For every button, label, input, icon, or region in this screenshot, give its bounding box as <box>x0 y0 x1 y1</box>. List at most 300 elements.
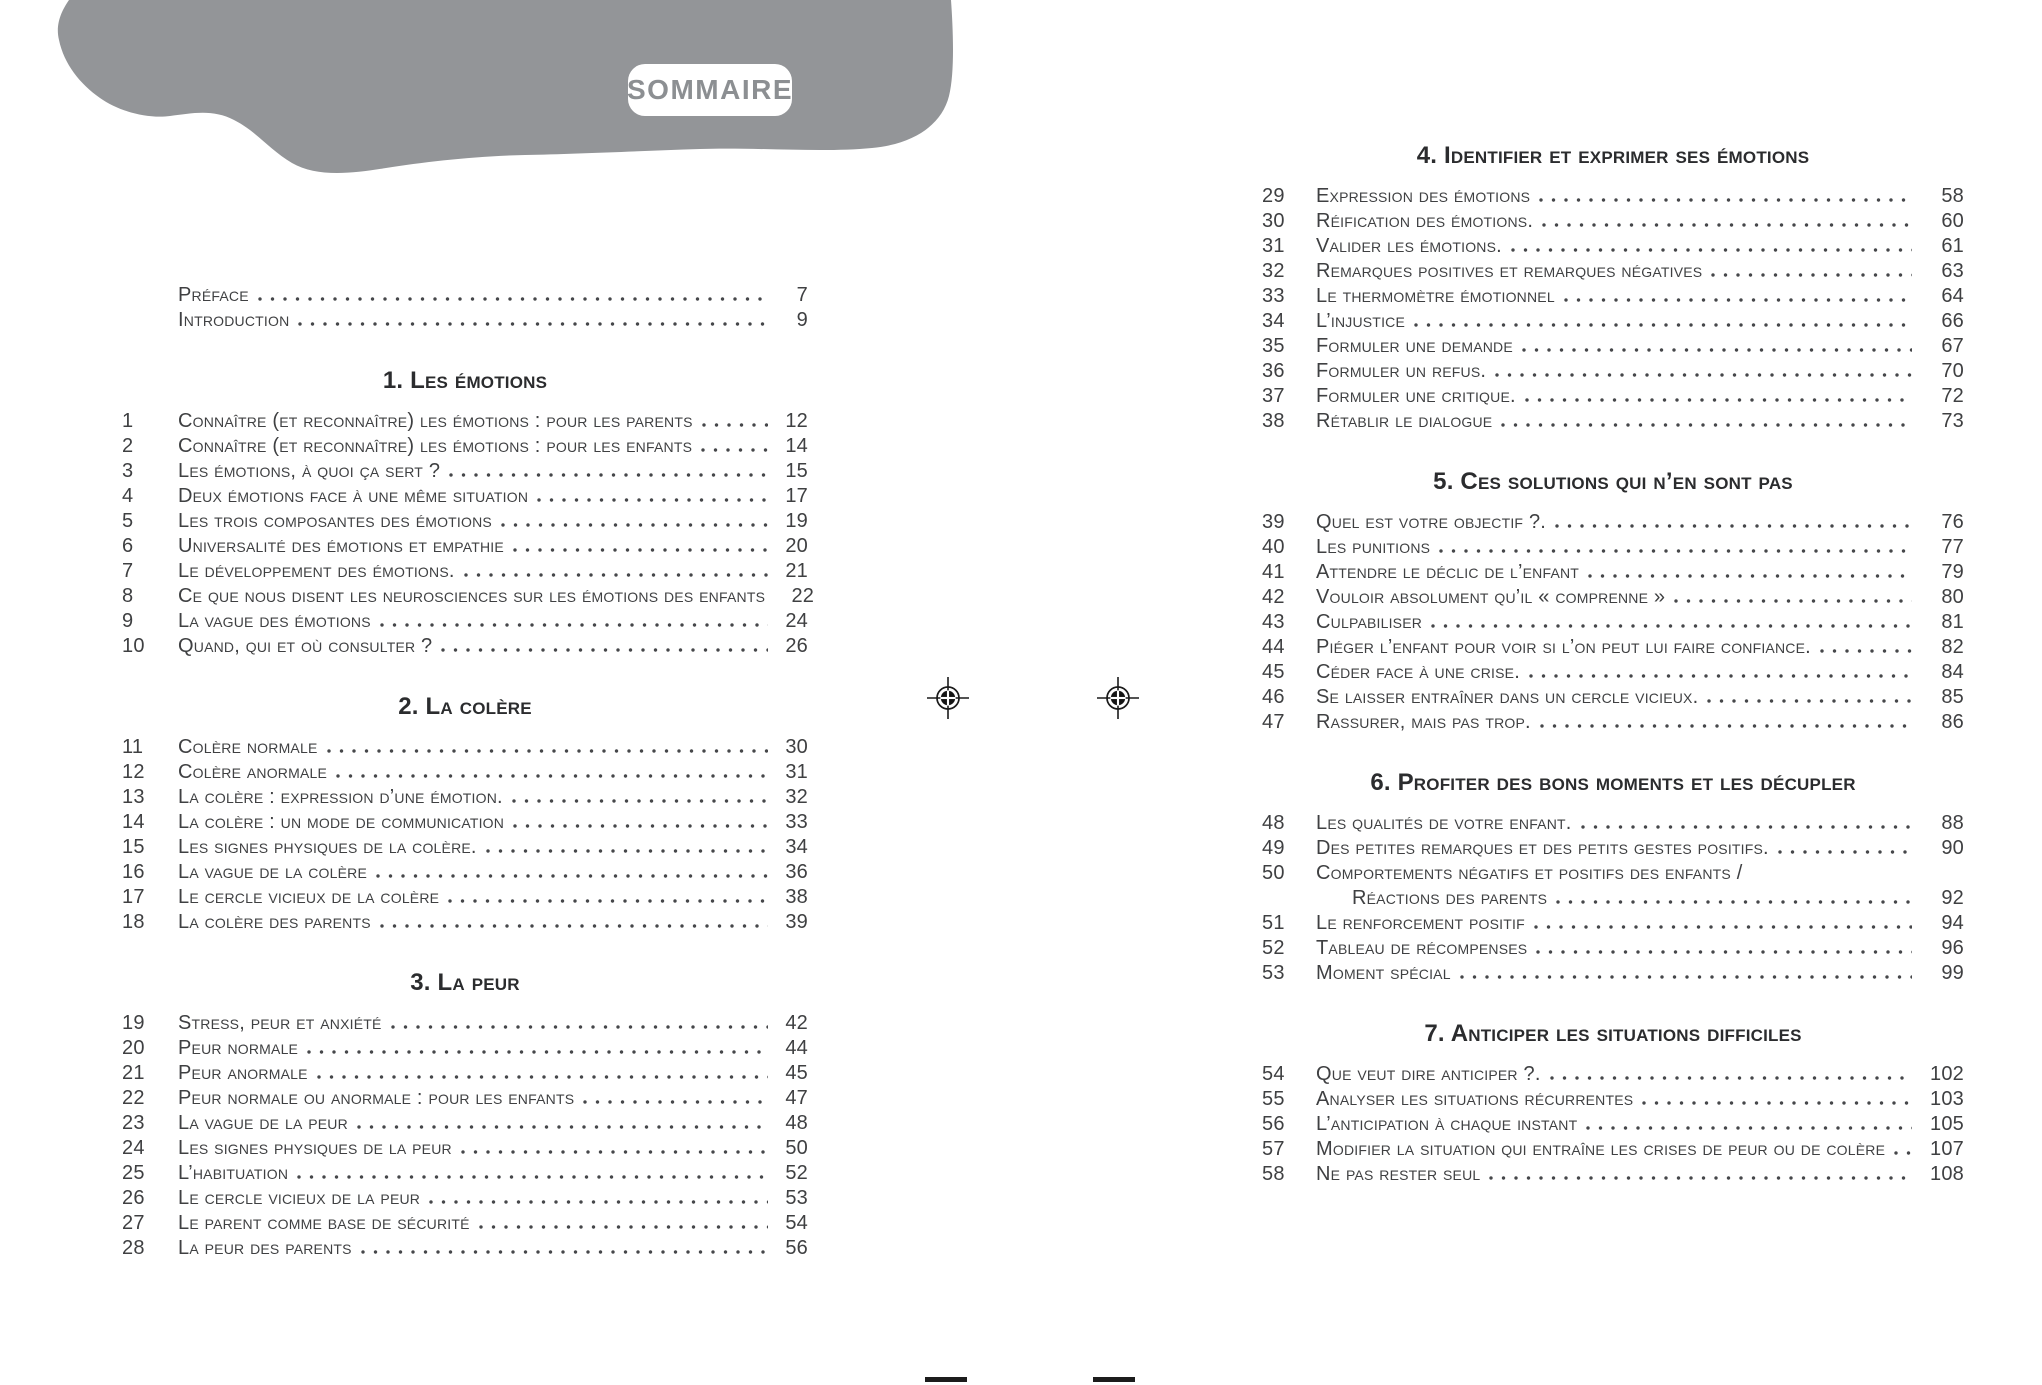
dot-leader <box>1529 674 1912 678</box>
section-items <box>122 735 808 935</box>
entry-page: 38 <box>785 886 808 908</box>
dot-leader <box>1501 423 1912 427</box>
toc-entry <box>122 559 808 584</box>
toc-section <box>122 693 808 935</box>
entry-page: 34 <box>785 836 808 858</box>
dot-leader <box>1894 1151 1912 1155</box>
entry-number: 29 <box>1262 185 1285 207</box>
entry-number: 26 <box>122 1187 145 1209</box>
entry-page: 44 <box>785 1037 808 1059</box>
entry-page: 52 <box>785 1162 808 1184</box>
dot-leader <box>513 548 768 552</box>
toc-entry <box>122 885 808 910</box>
dot-leader <box>449 473 768 477</box>
entry-number: 47 <box>1262 711 1285 733</box>
dot-leader <box>1556 900 1912 904</box>
entry-title: Analyser les situations récurrentes <box>1316 1088 1634 1110</box>
toc-entry <box>122 1111 808 1136</box>
toc-entry <box>1262 184 1964 209</box>
dot-leader <box>1539 198 1912 202</box>
entry-number: 28 <box>122 1237 145 1259</box>
entry-title: Universalité des émotions et empathie <box>178 535 504 557</box>
dot-leader <box>1439 549 1912 553</box>
entry-title: Le thermomètre émotionnel <box>1316 285 1555 307</box>
entry-number: 51 <box>1262 912 1285 934</box>
entry-number: 13 <box>122 786 145 808</box>
dot-leader <box>1525 398 1912 402</box>
entry-number: 58 <box>1262 1163 1285 1185</box>
dot-leader <box>1555 524 1912 528</box>
entry-number: 52 <box>1262 937 1285 959</box>
entry-number: 14 <box>122 811 145 833</box>
entry-number: 25 <box>122 1162 145 1184</box>
entry-number: 21 <box>122 1062 145 1084</box>
entry-number: 39 <box>1262 511 1285 533</box>
dot-leader <box>464 573 768 577</box>
toc-entry <box>122 810 808 835</box>
entry-page: 36 <box>785 861 808 883</box>
dot-leader <box>1586 1126 1912 1130</box>
entry-page: 30 <box>785 736 808 758</box>
entry-number: 41 <box>1262 561 1285 583</box>
dot-leader <box>1707 699 1912 703</box>
toc-entry <box>122 584 815 609</box>
entry-page: 86 <box>1941 711 1964 733</box>
sommaire-badge <box>628 64 792 116</box>
entry-title: L’anticipation à chaque instant <box>1316 1113 1578 1135</box>
entry-number: 31 <box>1262 235 1285 257</box>
entry-title: La vague des émotions <box>178 610 371 632</box>
toc-entry <box>1262 284 1964 309</box>
entry-number: 5 <box>122 510 134 532</box>
entry-number: 44 <box>1262 636 1285 658</box>
entry-page: 26 <box>785 635 808 657</box>
entry-title: Introduction <box>178 309 290 331</box>
dot-leader <box>1550 1076 1912 1080</box>
entry-title: Les qualités de votre enfant. <box>1316 812 1572 834</box>
entry-page: 76 <box>1941 511 1964 533</box>
entry-number: 2 <box>122 435 134 457</box>
dot-leader <box>1489 1176 1912 1180</box>
dot-leader <box>298 322 768 326</box>
entry-page: 80 <box>1941 586 1964 608</box>
dot-leader <box>1460 975 1912 979</box>
dot-leader <box>376 874 768 878</box>
entry-title: Rétablir le dialogue <box>1316 410 1493 432</box>
front-matter <box>122 283 808 333</box>
entry-page: 20 <box>785 535 808 557</box>
entry-number: 37 <box>1262 385 1285 407</box>
entry-title: La vague de la colère <box>178 861 368 883</box>
entry-title: Valider les émotions. <box>1316 235 1502 257</box>
entry-number: 32 <box>1262 260 1285 282</box>
toc-entry <box>1262 710 1964 735</box>
entry-page: 81 <box>1941 611 1964 633</box>
entry-page: 17 <box>785 485 808 507</box>
entry-number: 23 <box>122 1112 145 1134</box>
dot-leader <box>327 749 769 753</box>
entry-number: 35 <box>1262 335 1285 357</box>
entry-title: Les signes physiques de la peur <box>178 1137 452 1159</box>
dot-leader <box>583 1100 768 1104</box>
dot-leader <box>1522 348 1912 352</box>
decorative-blob <box>0 0 1000 200</box>
toc-section <box>122 367 815 659</box>
entry-number: 48 <box>1262 812 1285 834</box>
entry-number: 33 <box>1262 285 1285 307</box>
entry-page: 42 <box>785 1012 808 1034</box>
entry-title: Colère anormale <box>178 761 328 783</box>
dot-leader <box>501 523 768 527</box>
entry-page: 85 <box>1941 686 1964 708</box>
entry-page: 84 <box>1941 661 1964 683</box>
entry-page: 47 <box>785 1087 808 1109</box>
entry-number: 49 <box>1262 837 1285 859</box>
entry-number: 50 <box>1262 862 1285 884</box>
dot-leader <box>448 899 768 903</box>
toc-entry <box>1262 936 1964 961</box>
toc-section <box>122 969 808 1261</box>
toc-entry <box>1262 961 1964 986</box>
dot-leader <box>429 1200 768 1204</box>
toc-entry <box>1262 610 1964 635</box>
entry-number: 18 <box>122 911 145 933</box>
dot-leader <box>317 1075 768 1079</box>
section-items <box>122 1011 808 1261</box>
toc-entry <box>1262 259 1964 284</box>
entry-title: La colère : un mode de communication <box>178 811 505 833</box>
entry-title: Vouloir absolument qu’il « comprenne » <box>1316 586 1666 608</box>
toc-entry <box>122 785 808 810</box>
entry-title: Formuler une demande <box>1316 335 1513 357</box>
entry-page: 33 <box>785 811 808 833</box>
toc-entry <box>1262 1062 1964 1087</box>
toc-entry <box>1262 911 1964 936</box>
entry-title: Remarques positives et remarques négatives <box>1316 260 1703 282</box>
entry-page: 58 <box>1941 185 1964 207</box>
entry-page: 31 <box>785 761 808 783</box>
toc-entry <box>122 835 808 860</box>
dot-leader <box>537 498 768 502</box>
dot-leader <box>1534 925 1912 929</box>
toc-entry <box>122 1061 808 1086</box>
section-items <box>1262 184 1964 434</box>
entry-number: 11 <box>122 736 144 758</box>
entry-title: Expression des émotions <box>1316 185 1531 207</box>
dot-leader <box>336 774 768 778</box>
toc-entry <box>1262 334 1964 359</box>
entry-page: 45 <box>785 1062 808 1084</box>
entry-number: 42 <box>1262 586 1285 608</box>
entry-title: Céder face à une crise. <box>1316 661 1520 683</box>
entry-title: Le parent comme base de sécurité <box>178 1212 470 1234</box>
toc-entry <box>122 1011 808 1036</box>
entry-number: 46 <box>1262 686 1285 708</box>
dot-leader <box>1431 624 1912 628</box>
crop-mark <box>925 1377 967 1382</box>
toc-entry <box>122 1136 808 1161</box>
entry-page: 64 <box>1941 285 1964 307</box>
section-items <box>1262 1062 1964 1187</box>
toc-entry <box>1262 1162 1964 1187</box>
entry-page: 32 <box>785 786 808 808</box>
entry-title: Le cercle vicieux de la colère <box>178 886 440 908</box>
entry-title: Formuler un refus. <box>1316 360 1487 382</box>
section-heading: 3. La peur <box>410 969 520 996</box>
entry-page: 19 <box>785 510 808 532</box>
toc-entry <box>1262 1112 1964 1137</box>
toc-entry <box>122 308 808 333</box>
dot-leader <box>380 924 768 928</box>
toc-entry <box>122 1086 808 1111</box>
entry-number: 57 <box>1262 1138 1285 1160</box>
entry-number: 55 <box>1262 1088 1285 1110</box>
entry-title: Quel est votre objectif ?. <box>1316 511 1547 533</box>
entry-page: 108 <box>1930 1163 1964 1185</box>
dot-leader <box>380 623 768 627</box>
entry-page: 90 <box>1941 837 1964 859</box>
entry-number: 19 <box>122 1012 145 1034</box>
dot-leader <box>391 1025 768 1029</box>
toc-entry <box>122 634 808 659</box>
entry-number: 54 <box>1262 1063 1285 1085</box>
dot-leader <box>307 1050 768 1054</box>
dot-leader <box>701 448 768 452</box>
toc-section <box>1262 142 1964 434</box>
toc-entry <box>1262 560 1964 585</box>
entry-number: 17 <box>122 886 145 908</box>
entry-title: Réactions des parents <box>1352 887 1548 909</box>
dot-leader <box>486 849 768 853</box>
section-heading: 1. Les émotions <box>382 367 548 394</box>
section-heading: 4. Identifier et exprimer ses émotions <box>1416 142 1810 169</box>
entry-number: 38 <box>1262 410 1285 432</box>
toc-entry <box>122 283 808 308</box>
entry-page: 54 <box>785 1212 808 1234</box>
entry-page: 79 <box>1941 561 1964 583</box>
toc-entry <box>1262 309 1964 334</box>
entry-page: 48 <box>785 1112 808 1134</box>
toc-entry <box>122 459 808 484</box>
entry-page: 14 <box>785 435 808 457</box>
entry-page: 39 <box>785 911 808 933</box>
entry-number: 9 <box>122 610 134 632</box>
dot-leader <box>1414 323 1912 327</box>
entry-title: Modifier la situation qui entraîne les crises de peur ou de colère <box>1316 1138 1886 1160</box>
dot-leader <box>361 1250 768 1254</box>
toc-entry <box>122 1211 808 1236</box>
toc-entry <box>1262 811 1964 836</box>
toc-entry <box>122 1161 808 1186</box>
section-heading: 2. La colère <box>398 693 532 720</box>
toc-entry <box>122 534 808 559</box>
toc-entry <box>1262 384 1964 409</box>
toc-entry <box>122 860 808 885</box>
section-items <box>122 409 815 659</box>
toc-entry <box>122 609 808 634</box>
toc-right-column <box>1262 142 1964 1187</box>
toc-entry <box>122 484 808 509</box>
entry-page: 96 <box>1941 937 1964 959</box>
entry-title: Ce que nous disent les neurosciences sur les émotions des enfants <box>178 585 766 607</box>
entry-page: 61 <box>1941 235 1964 257</box>
toc-entry <box>122 434 808 459</box>
toc-section <box>1262 1020 1964 1187</box>
entry-title: Le renforcement positif <box>1316 912 1525 934</box>
entry-title: La colère des parents <box>178 911 371 933</box>
entry-title: Se laisser entraîner dans un cercle vicieux. <box>1316 686 1699 708</box>
toc-entry <box>1262 209 1964 234</box>
entry-page: 56 <box>785 1237 808 1259</box>
entry-title: Ne pas rester seul <box>1316 1163 1481 1185</box>
entry-title: La peur des parents <box>178 1237 352 1259</box>
entry-number: 16 <box>122 861 145 883</box>
dot-leader <box>357 1125 768 1129</box>
dot-leader <box>1642 1101 1912 1105</box>
section-heading: 6. Profiter des bons moments et les décupler <box>1370 769 1856 796</box>
entry-number: 53 <box>1262 962 1285 984</box>
entry-title: L’habituation <box>178 1162 289 1184</box>
toc-entry <box>1262 359 1964 384</box>
entry-number: 56 <box>1262 1113 1285 1135</box>
toc-entry <box>1262 585 1964 610</box>
dot-leader <box>1536 950 1912 954</box>
toc-entry <box>122 1186 808 1211</box>
entry-page: 66 <box>1941 310 1964 332</box>
dot-leader <box>1564 298 1912 302</box>
entry-title: La colère : expression d’une émotion. <box>178 786 503 808</box>
entry-page: 60 <box>1941 210 1964 232</box>
entry-title: Réification des émotions. <box>1316 210 1534 232</box>
dot-leader <box>1540 724 1912 728</box>
entry-title: Préface <box>178 284 249 306</box>
toc-entry <box>1262 409 1964 434</box>
entry-title: Piéger l’enfant pour voir si l’on peut lui faire confiance. <box>1316 636 1811 658</box>
entry-title: Des petites remarques et des petits gestes positifs. <box>1316 837 1769 859</box>
section-items <box>1262 811 1964 986</box>
entry-title: Quand, qui et où consulter ? <box>178 635 433 657</box>
dot-leader <box>479 1225 768 1229</box>
entry-title: Colère normale <box>178 736 318 758</box>
toc-entry <box>1262 234 1964 259</box>
entry-page: 67 <box>1941 335 1964 357</box>
dot-leader <box>441 648 768 652</box>
section-items <box>1262 510 1964 735</box>
entry-page: 7 <box>796 284 808 306</box>
toc-entry <box>1262 861 1964 886</box>
entry-title: Les trois composantes des émotions <box>178 510 492 532</box>
toc-entry <box>122 910 808 935</box>
entry-number: 20 <box>122 1037 145 1059</box>
entry-number: 27 <box>122 1212 145 1234</box>
entry-page: 15 <box>785 460 808 482</box>
toc-entry <box>122 1036 808 1061</box>
entry-title: L’injustice <box>1316 310 1406 332</box>
entry-title: Peur normale <box>178 1037 299 1059</box>
entry-page: 107 <box>1930 1138 1964 1160</box>
entry-title: Attendre le déclic de l’enfant <box>1316 561 1580 583</box>
entry-page: 102 <box>1930 1063 1964 1085</box>
toc-entry <box>122 760 808 785</box>
entry-page: 92 <box>1941 887 1964 909</box>
entry-page: 50 <box>785 1137 808 1159</box>
dot-leader <box>258 297 768 301</box>
entry-title: Peur normale ou anormale : pour les enfants <box>178 1087 575 1109</box>
entry-page: 9 <box>796 309 808 331</box>
entry-page: 70 <box>1941 360 1964 382</box>
dot-leader <box>702 423 768 427</box>
entry-number: 6 <box>122 535 134 557</box>
registration-mark-icon <box>1096 676 1140 720</box>
dot-leader <box>1511 248 1912 252</box>
toc-entry <box>122 409 808 434</box>
toc-entry <box>122 735 808 760</box>
dot-leader <box>1588 574 1912 578</box>
registration-mark-icon <box>926 676 970 720</box>
entry-page: 103 <box>1930 1088 1964 1110</box>
entry-title: Le cercle vicieux de la peur <box>178 1187 421 1209</box>
toc-entry <box>1262 535 1964 560</box>
entry-title: Stress, peur et anxiété <box>178 1012 382 1034</box>
entry-page: 12 <box>785 410 808 432</box>
entry-page: 24 <box>785 610 808 632</box>
section-heading: 7. Anticiper les situations difficiles <box>1424 1020 1802 1047</box>
entry-title: Rassurer, mais pas trop. <box>1316 711 1531 733</box>
dot-leader <box>1581 825 1912 829</box>
dot-leader <box>1674 599 1912 603</box>
entry-number: 30 <box>1262 210 1285 232</box>
entry-title: Deux émotions face à une même situation <box>178 485 529 507</box>
entry-title: Culpabiliser <box>1316 611 1423 633</box>
toc-entry <box>122 509 808 534</box>
toc-section <box>1262 769 1964 986</box>
toc-entry <box>1262 685 1964 710</box>
entry-number: 8 <box>122 585 134 607</box>
dot-leader <box>1778 850 1912 854</box>
entry-page: 73 <box>1941 410 1964 432</box>
entry-number: 3 <box>122 460 134 482</box>
dot-leader <box>297 1175 768 1179</box>
toc-section <box>1262 468 1964 735</box>
entry-title: La vague de la peur <box>178 1112 348 1134</box>
entry-number: 7 <box>122 560 134 582</box>
dot-leader <box>1542 223 1912 227</box>
entry-title: Moment spécial <box>1316 962 1451 984</box>
entry-number: 4 <box>122 485 134 507</box>
entry-title: Formuler une critique. <box>1316 385 1516 407</box>
entry-number: 22 <box>122 1087 145 1109</box>
crop-mark <box>1093 1377 1135 1382</box>
entry-number: 45 <box>1262 661 1285 683</box>
entry-number: 10 <box>122 635 145 657</box>
entry-number: 24 <box>122 1137 145 1159</box>
entry-title: Connaître (et reconnaître) les émotions : pour les parents <box>178 410 693 432</box>
sommaire-badge-label: SOMMAIRE <box>627 74 793 105</box>
entry-number: 36 <box>1262 360 1285 382</box>
entry-number: 1 <box>122 410 134 432</box>
entry-page: 22 <box>791 585 815 607</box>
entry-number: 43 <box>1262 611 1285 633</box>
entry-number: 12 <box>122 761 145 783</box>
toc-entry <box>1262 886 1964 911</box>
entry-title: Tableau de récompenses <box>1316 937 1528 959</box>
toc-entry <box>1262 510 1964 535</box>
entry-page: 94 <box>1941 912 1964 934</box>
entry-title: Comportements négatifs et positifs des enfants / <box>1316 862 1743 884</box>
entry-title: Le développement des émotions. <box>178 560 455 582</box>
entry-page: 105 <box>1930 1113 1964 1135</box>
section-heading: 5. Ces solutions qui n’en sont pas <box>1433 468 1793 495</box>
